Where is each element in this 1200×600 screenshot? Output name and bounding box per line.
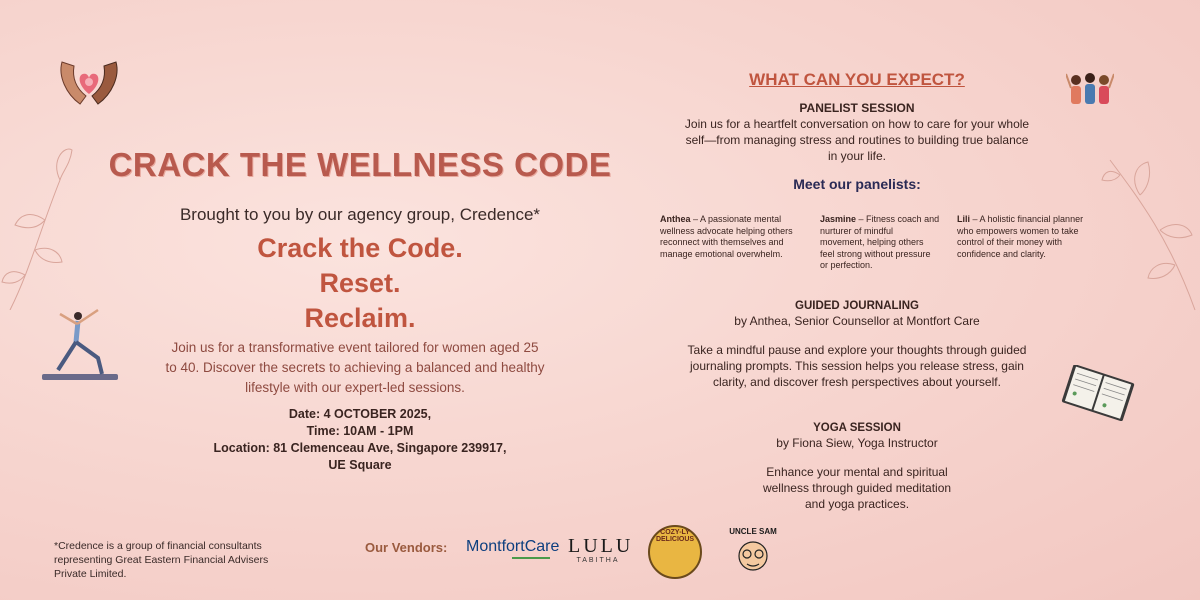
event-location: Location: 81 Clemenceau Ave, Singapore 239917, [213,441,507,455]
panelist-desc: – A passionate mental wellness advocate helping others reconnect with themselves and manage emotional overwhelm. [660,214,793,259]
panelist-session-title: PANELIST SESSION [799,101,915,115]
vendors-label: Our Vendors: [365,540,448,555]
event-details [195,406,525,474]
heart-hands-icon [56,56,122,112]
floral-line-icon [0,140,80,310]
panelist-lili [957,214,1093,260]
vendor-uncle-sam-logo: UNCLE SAM [729,527,777,536]
journaling-presenter: by Anthea, Senior Counsellor at Montfort Care [734,314,980,328]
panelist-session-body: Join us for a heartfelt conversation on how to care for your whole self—from managing stress and routines to building true balance in your life. [684,117,1030,163]
women-group-icon [1066,68,1114,112]
vendor-cozy-logo: COZY-LY DELICIOUS [655,529,695,543]
panelist-anthea [660,214,795,260]
yoga-title: YOGA SESSION [813,422,901,434]
vendor-lulu-logo: LULU [568,535,634,557]
panelist-jasmine [820,214,940,272]
footnote: *Credence is a group of financial consultants representing Great Eastern Financial Advisers Private Limited. [54,540,269,580]
event-date: Date: 4 OCTOBER 2025, [288,407,432,421]
vendor-montfortcare-underline [512,557,550,559]
yoga-presenter: by Fiona Siew, Yoga Instructor [776,436,938,450]
vendor-lulu-subtitle: TABITHA [576,557,620,564]
event-title: CRACK THE WELLNESS CODE [108,146,612,183]
journal-icon [1060,365,1138,421]
event-intro: Join us for a transformative event tailored for women aged 25 to 40. Discover the secrets to achieving a balanced and healthy lifestyle with our expert-led sessions. [165,340,545,395]
panelist-name: Jasmine [820,214,857,224]
tagline-1: Crack the Code. [257,233,463,263]
vendor-montfortcare-logo: MontfortCare [466,538,560,555]
tagline-3: Reclaim. [304,303,416,333]
journaling-title: GUIDED JOURNALING [795,300,919,312]
tagline-2: Reset. [319,268,401,298]
meet-panelists-heading: Meet our panelists: [793,176,921,192]
floral-line-icon [1100,140,1200,320]
event-subtitle: Brought to you by our agency group, Credence* [179,205,541,224]
expect-heading: WHAT CAN YOU EXPECT? [749,70,965,89]
journaling-body: Take a mindful pause and explore your thoughts through guided journaling prompts. This session helps you release stress, gain clarity, and discover fresh perspectives about yourself. [687,343,1027,389]
event-venue: UE Square [328,458,392,472]
panelist-name: Anthea [660,214,691,224]
event-time: Time: 10AM - 1PM [306,424,414,438]
panelist-name: Lili [957,214,970,224]
panelist-desc: – Fitness coach and nurturer of mindful movement, helping others feel strong without pressure or perfection. [820,214,940,270]
yoga-body: Enhance your mental and spiritual wellness through guided meditation and yoga practices. [762,465,952,511]
panelist-desc: – A holistic financial planner who empowers women to take control of their money with confidence and clarity. [957,214,1084,259]
